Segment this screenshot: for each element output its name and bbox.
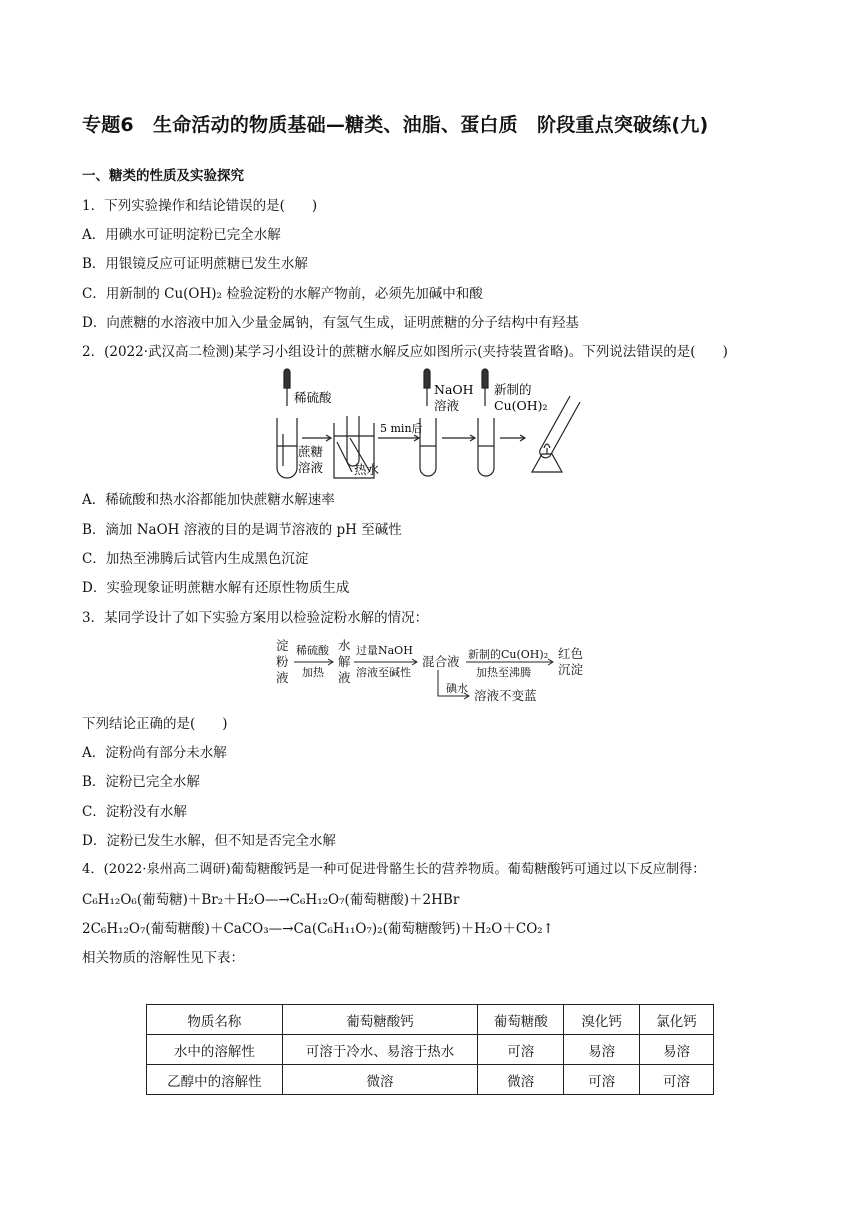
flow-result1-1: 红色 [558,646,584,661]
flow-step2-top: 过量NaOH [356,644,413,657]
q2-stem: 2．(2022·武汉高二检测)某学习小组设计的蔗糖水解反应如图所示(夹持装置省略)。下列说法错误的是( ) [82,344,728,360]
q4-table-intro: 相关物质的溶解性见下表： [82,950,244,966]
table-row [147,1065,714,1095]
flow-start-2: 粉 [276,654,289,669]
table-cell: 氯化钙 [640,1005,714,1035]
flow-mid-2: 解 [338,654,351,669]
q1-option-a: A．用碘水可证明淀粉已完全水解 [82,227,281,243]
diagram-time-label: 5 min后 [380,422,423,435]
flow-mix: 混合液 [422,654,460,669]
q3-option-a: A．淀粉尚有部分未水解 [82,745,227,761]
diagram-cu-label-1: 新制的 [494,382,532,397]
flow-step2-bottom: 溶液至碱性 [356,666,411,679]
q3-option-c: C．淀粉没有水解 [82,804,187,820]
page-title: 专题6 生命活动的物质基础—糖类、油脂、蛋白质 阶段重点突破练(九) [82,114,709,136]
diagram-cu-label-2: Cu(OH)₂ [494,398,548,413]
q2-option-c: C．加热至沸腾后试管内生成黑色沉淀 [82,551,309,567]
q1-stem: 1．下列实验操作和结论错误的是( ) [82,198,318,214]
flow-mid-3: 液 [338,670,351,685]
q3-prompt: 下列结论正确的是( ) [82,716,228,732]
flow-step1-top: 稀硫酸 [296,644,329,657]
diagram-naoh-label-2: 溶液 [434,398,460,413]
flow-result1-2: 沉淀 [558,662,584,677]
table-cell: 乙醇中的溶解性 [147,1065,283,1095]
flow-start-1: 淀 [276,638,289,653]
q4-equation-1: C₆H₁₂O₆(葡萄糖)＋Br₂＋H₂O—→C₆H₁₂O₇(葡萄糖酸)＋2HBr [82,892,460,908]
diagram-naoh-label-1: NaOH [434,382,474,397]
q3-option-b: B．淀粉已完全水解 [82,774,200,790]
table-cell: 葡萄糖酸钙 [282,1005,478,1035]
q1-option-b: B．用银镜反应可证明蔗糖已发生水解 [82,256,308,272]
flow-start-3: 液 [276,670,289,685]
q4-equation-2: 2C₆H₁₂O₇(葡萄糖酸)＋CaCO₃—→Ca(C₆H₁₁O₇)₂(葡萄糖酸钙)＋H₂O＋CO₂↑ [82,921,554,937]
table-cell: 物质名称 [147,1005,283,1035]
diagram-hot-water-label: 热水 [354,462,380,477]
sucrose-hydrolysis-diagram [262,368,592,486]
q1-option-d: D．向蔗糖的水溶液中加入少量金属钠，有氢气生成，证明蔗糖的分子结构中有羟基 [82,315,579,331]
table-cell: 可溶于冷水、易溶于热水 [282,1035,478,1065]
table-cell: 可溶 [640,1065,714,1095]
flow-step1-bottom: 加热 [302,666,324,679]
flow-step3-bottom: 加热至沸腾 [476,666,531,679]
q2-option-a: A．稀硫酸和热水浴都能加快蔗糖水解速率 [82,492,335,508]
flow-mid-1: 水 [338,638,351,653]
q1-option-c: C．用新制的 Cu(OH)₂ 检验淀粉的水解产物前，必须先加碱中和酸 [82,286,483,302]
table-cell: 微溶 [478,1065,564,1095]
q2-option-b: B．滴加 NaOH 溶液的目的是调节溶液的 pH 至碱性 [82,522,402,538]
table-cell: 可溶 [478,1035,564,1065]
section-heading: 一、糖类的性质及实验探究 [82,168,244,184]
diagram-sucrose-label-1: 蔗糖 [298,444,324,459]
starch-hydrolysis-flowchart [272,634,588,706]
q4-stem: 4．(2022·泉州高二调研)葡萄糖酸钙是一种可促进骨骼生长的营养物质。葡萄糖酸钙可通过以下反应制得： [82,862,706,877]
table-cell: 微溶 [282,1065,478,1095]
table-cell: 易溶 [640,1035,714,1065]
flow-step3-top: 新制的Cu(OH)₂ [468,648,549,661]
table-cell: 葡萄糖酸 [478,1005,564,1035]
table-cell: 可溶 [564,1065,640,1095]
diagram-acid-label: 稀硫酸 [294,390,332,405]
table-row [147,1035,714,1065]
solubility-table [146,1004,714,1095]
flow-result2: 溶液不变蓝 [474,688,537,703]
q3-stem: 3．某同学设计了如下实验方案用以检验淀粉水解的情况： [82,610,429,626]
diagram-sucrose-label-2: 溶液 [298,460,324,475]
table-cell: 溴化钙 [564,1005,640,1035]
q3-option-d: D．淀粉已发生水解，但不知是否完全水解 [82,833,336,849]
table-header-row [147,1005,714,1035]
q2-option-d: D．实验现象证明蔗糖水解有还原性物质生成 [82,580,350,596]
table-cell: 水中的溶解性 [147,1035,283,1065]
flow-branch: 碘水 [446,682,468,695]
table-cell: 易溶 [564,1035,640,1065]
